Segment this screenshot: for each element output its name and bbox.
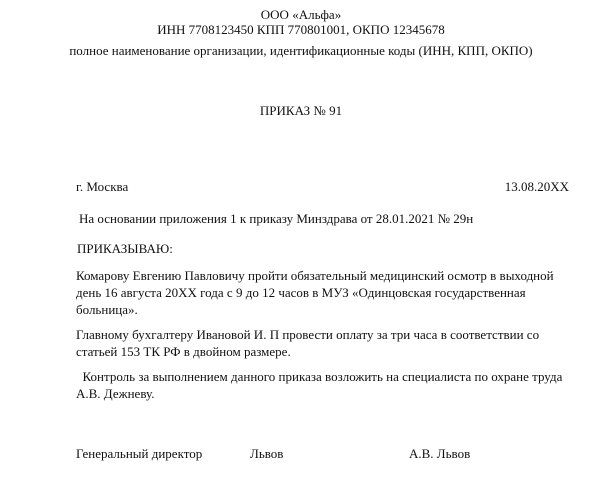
order-date: 13.08.20ХХ xyxy=(504,179,569,194)
organization-codes: ИНН 7708123450 КПП 770801001, ОКПО 12345678 xyxy=(157,22,445,37)
order-paragraph-control: Контроль за выполнением данного приказа возложить на специалиста по охране труда А.В. Дежневу. xyxy=(76,369,566,401)
order-paragraph-payment: Главному бухгалтеру Ивановой И. П провести оплату за три часа в соответствии со статьей 153 ТК РФ в двойном размере. xyxy=(76,327,540,359)
order-basis: На основании приложения 1 к приказу Минздрава от 28.01.2021 № 29н xyxy=(79,211,474,226)
signature-role: Генеральный директор xyxy=(76,446,203,461)
signature-name: А.В. Львов xyxy=(409,446,471,461)
order-city: г. Москва xyxy=(76,179,129,194)
order-title: ПРИКАЗ № 91 xyxy=(259,103,343,118)
order-command-word: ПРИКАЗЫВАЮ: xyxy=(77,241,173,256)
organization-name: ООО «Альфа» xyxy=(260,7,342,22)
order-paragraph-medical-exam: Комарову Евгению Павловичу пройти обязательный медицинский осмотр в выходной день 16 августа 20ХХ года с 9 до 12 часов в МУЗ «Одинцовская государственная больница». xyxy=(76,268,554,317)
signature-text: Львов xyxy=(250,446,284,461)
organization-caption: полное наименование организации, идентификационные коды (ИНН, КПП, ОКПО) xyxy=(69,43,533,58)
